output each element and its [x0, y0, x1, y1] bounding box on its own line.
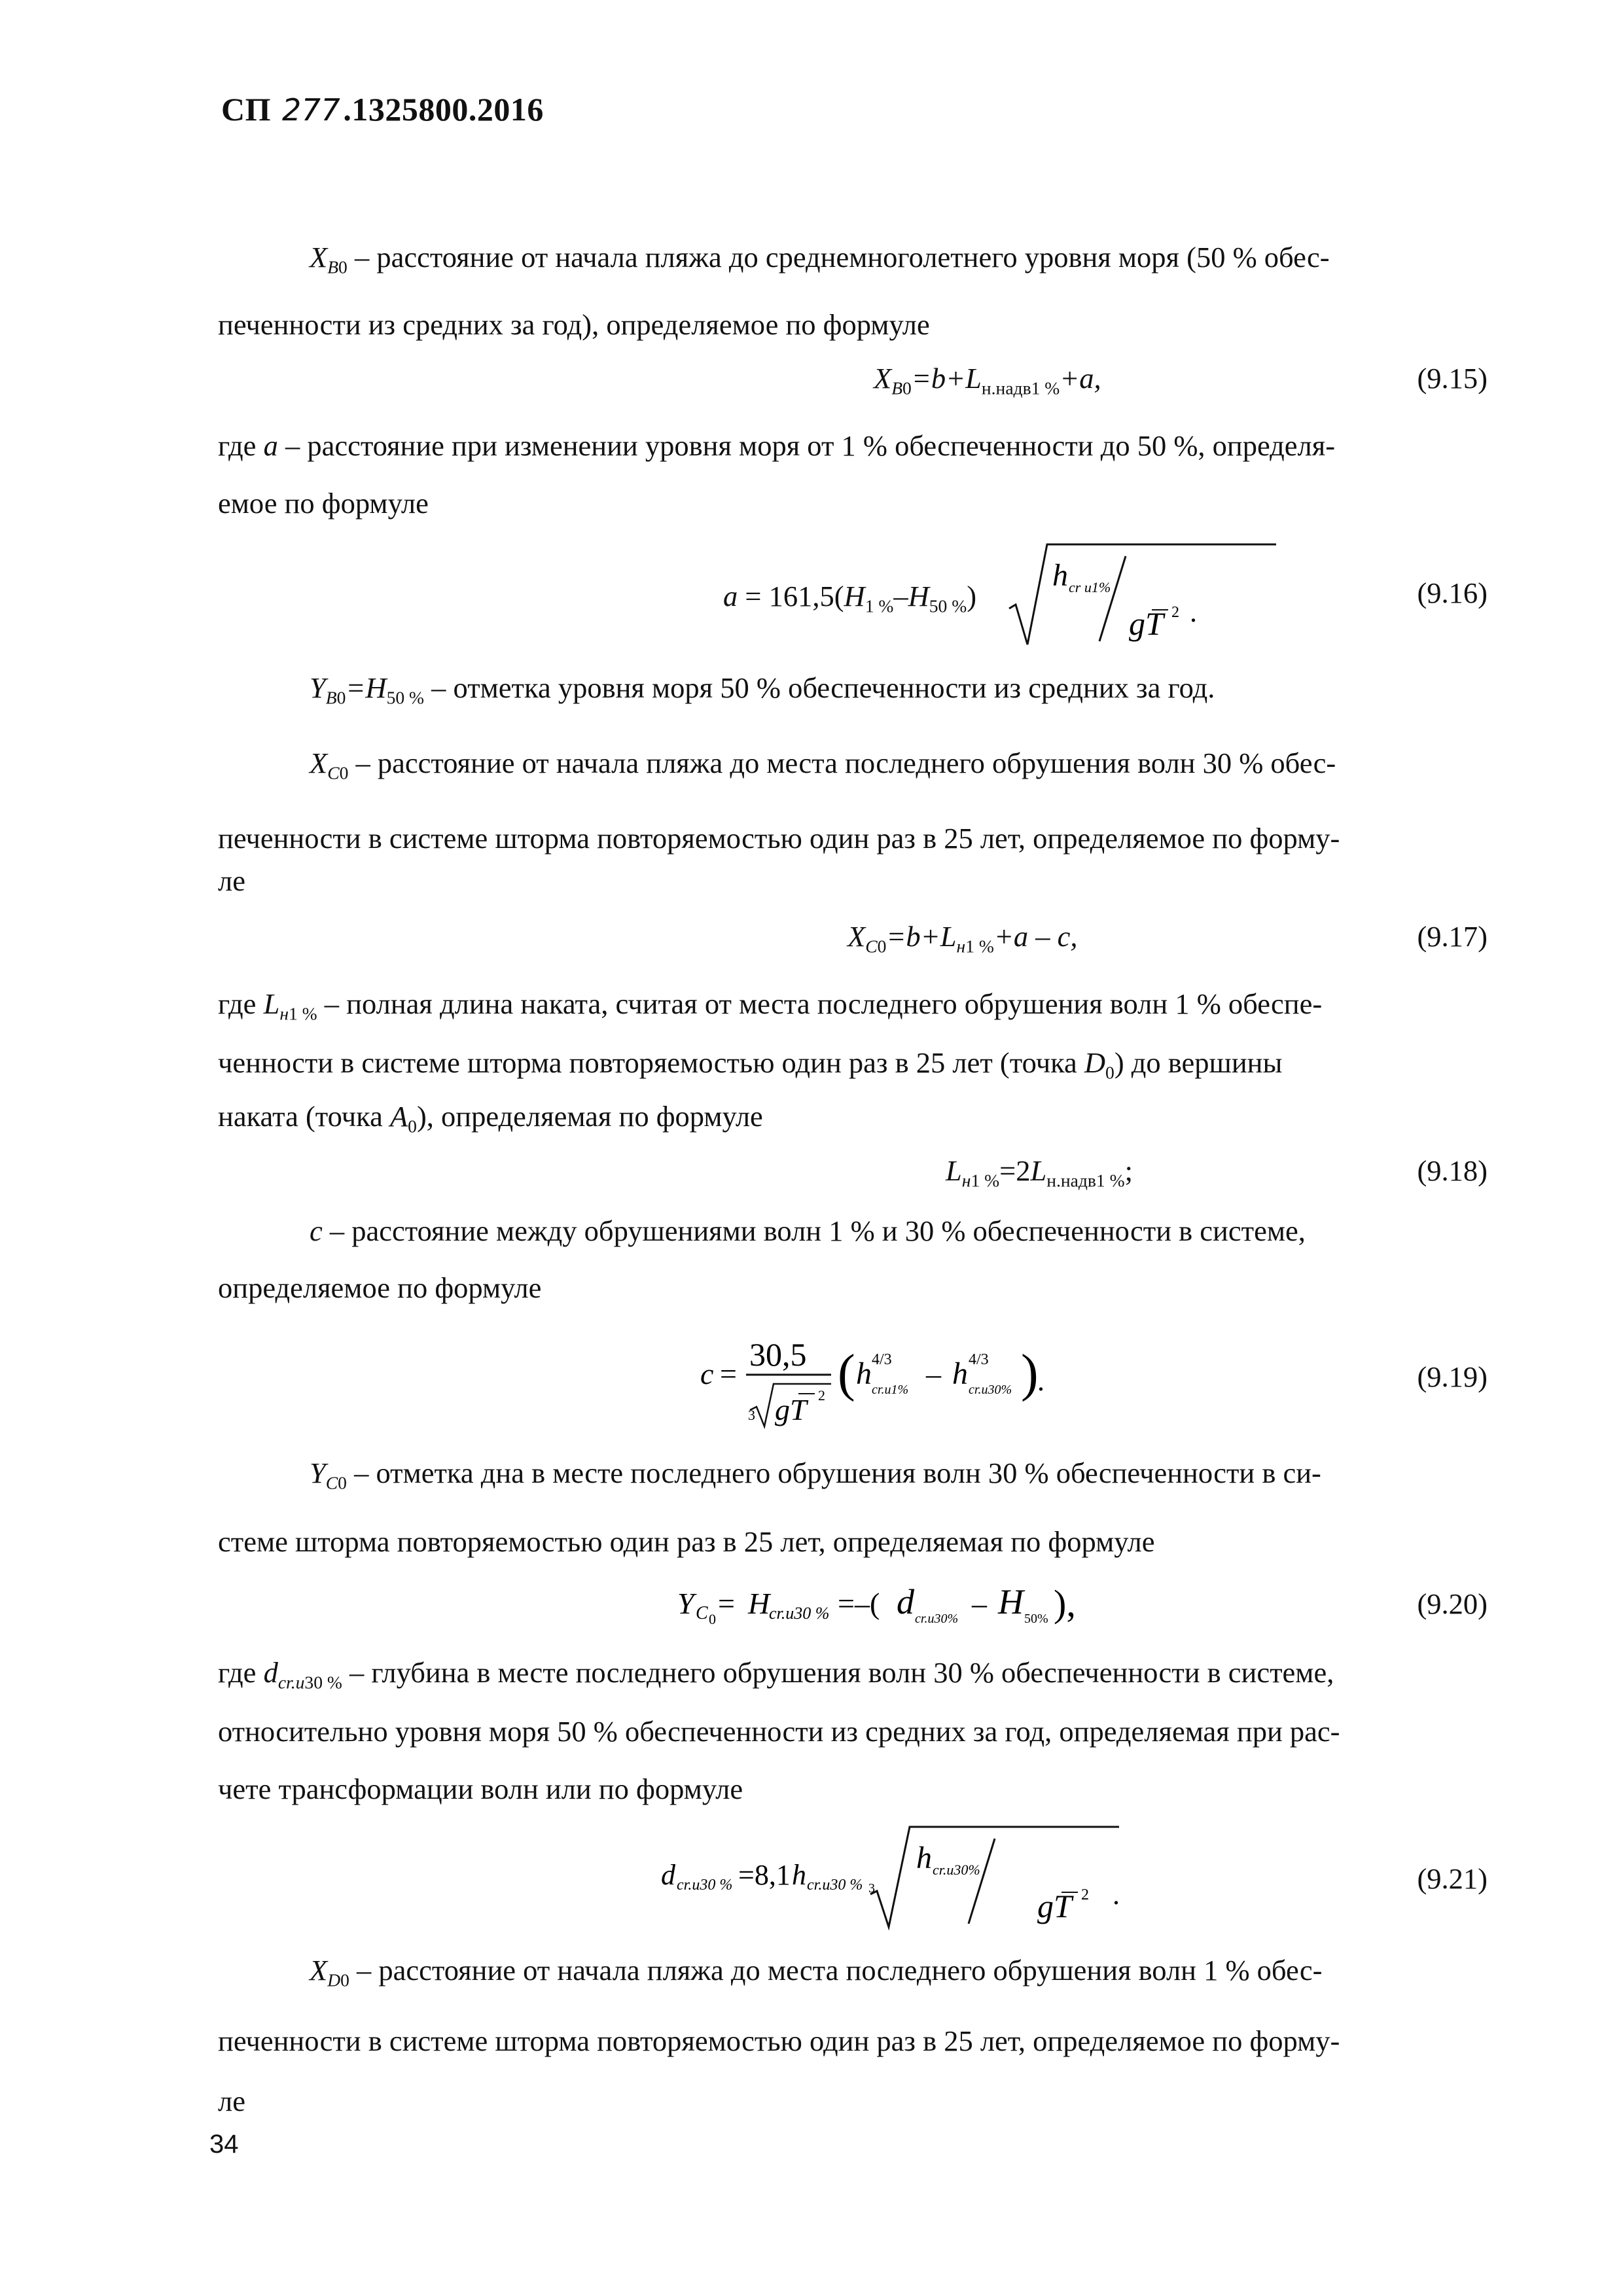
paragraph-l: где $L_{н1 \%}$ – полная длина наката, считая от места последнего обрушения волн 1 % обеспе-	[218, 987, 1323, 1024]
header-handwritten-number: 277	[282, 92, 341, 128]
svg-text:d: d	[661, 1859, 675, 1891]
svg-text:h: h	[952, 1356, 968, 1391]
paragraph-xd0-cont: печенности в системе шторма повторяемостью один раз в 25 лет, определяемое по форму-	[218, 2024, 1340, 2057]
svg-text:cr и1%: cr и1%	[1069, 579, 1111, 595]
paragraph-d-cont2: чете трансформации волн или по формуле	[218, 1773, 743, 1805]
svg-text:–: –	[926, 1357, 941, 1390]
formula-svg	[661, 1819, 1158, 1930]
paragraph-l-cont: ченности в системе шторма повторяемостью один раз в 25 лет (точка $D_0$) до вершины	[218, 1046, 1283, 1083]
svg-text:cr.и1%: cr.и1%	[872, 1383, 909, 1397]
svg-text:3: 3	[868, 1881, 875, 1896]
document-page: СП 277.1325800.2016 $X_{B0}$ – расстояние от начала пляжа до среднемноголетнего уровня моря (50 % обес- печенности из средних за год), определяемое по формуле $X_{B0}=b+L_{н.надв1 \%}+a$, (9.15) где a – расстояние при изменении уровня моря от 1 % обеспеченности до 50 %, определя- емое по формуле $a = 161,5(H_{1 \%}-H_{50 \%})$ h cr и1% gT 2 . (9.16) $Y_{B0}=H_{50 \%}$ – отметка уровня моря 50 % обеспеченности из средних за год. $X_{C0}$ – расстояние от начала пляжа до места последнего обрушения волн 30 % обес- печенности в системе шторма повторяемостью один раз в 25 лет, определяемое по форму- ле $X_{C0}=b+L_{н1 \%}+a - c$, (9.17) где $L_{н1 \%}$ – полная длина наката, считая от места последнего обрушения волн 1 % обеспе- ченности в системе шторма повторяемостью один раз в 25 лет (точка $D_0$) до вершины наката (точка $A_0$), определяемая по формуле $L_{н1 \%}=2L_{н.надв1 \%}$; (9.18) c – расстояние между обрушениями волн 1 % и 30 % обеспеченности в системе, определяемое по формуле c = 30,5 3 gT 2 ( h 4/3 cr.и1% – h 4/3 cr.и30% ) . (9.19) $Y_{C0}$ – отметка дна в месте последнего обрушения волн 30 % обеспеченности в си- стеме шторма повторяемостью один раз в 25 лет, определяемая по формуле Y C 0 = H cr.и30 % =–( d cr.и30% – H 50% ), (9.20) где $d_{cr.и30 \%}$ – глубина в месте последнего обрушения волн 30 % обеспеченности в системе, относительно уровня моря 50 % обеспеченности из средних за год, определяемая при рас- чете трансформации волн или по формуле d cr.и30 % =8,1 h cr.и30 % 3 h cr.и30% gT 2 . (9.21) $X_{D0}$ – расстояние от начала пляжа до места последнего обрушения волн 1 % обес- печенности в системе шторма повторяемостью один раз в 25 лет, определяемое по форму- ле 34	[209, 91, 1488, 2159]
equation-number: (9.19)	[1417, 1360, 1488, 1393]
svg-text:d: d	[897, 1582, 914, 1621]
paragraph-yc0: $Y_{C0}$ – отметка дна в месте последнего обрушения волн 30 % обеспеченности в си-	[310, 1457, 1321, 1493]
svg-text:4/3: 4/3	[872, 1351, 892, 1368]
svg-text:cr.и30 %: cr.и30 %	[677, 1877, 733, 1894]
paragraph-l-cont2: наката (точка $A_0$), определяемая по формуле	[218, 1100, 763, 1137]
equation-number: (9.20)	[1417, 1587, 1488, 1620]
svg-text:h: h	[856, 1356, 872, 1391]
svg-text:=8,1: =8,1	[738, 1859, 791, 1891]
paragraph-yb0: $Y_{B0}=H_{50 \%}$ – отметка уровня моря 50 % обеспеченности из средних за год.	[310, 671, 1215, 708]
svg-text:cr.и30 %: cr.и30 %	[807, 1877, 863, 1894]
svg-text:3: 3	[748, 1407, 755, 1423]
paragraph-xb0-cont: печенности из средних за год), определяемое по формуле	[218, 308, 930, 341]
paragraph-a-cont: емое по формуле	[218, 487, 429, 520]
svg-text:30,5: 30,5	[749, 1336, 807, 1373]
svg-text:Y: Y	[677, 1587, 694, 1620]
svg-text:h: h	[1052, 558, 1068, 593]
sqrt-fraction	[1008, 537, 1283, 648]
svg-text:–: –	[972, 1587, 987, 1620]
header-prefix: СП	[221, 91, 271, 128]
page-header	[221, 90, 544, 128]
svg-text:.: .	[1113, 1879, 1120, 1911]
svg-text:cr.и30%: cr.и30%	[969, 1383, 1012, 1397]
paragraph-c: c – расстояние между обрушениями волн 1 % и 30 % обеспеченности в системе,	[310, 1214, 1306, 1247]
paragraph-a: где a – расстояние при изменении уровня моря от 1 % обеспеченности до 50 %, определя-	[218, 429, 1336, 462]
formula-9-18: $L_{н1 \%}=2L_{н.надв1 \%}$;	[946, 1154, 1133, 1191]
svg-text:=–(: =–(	[838, 1587, 880, 1620]
svg-text:gT: gT	[1037, 1888, 1072, 1924]
paragraph-xb0: $X_{B0}$ – расстояние от начала пляжа до среднемноголетнего уровня моря (50 % обес-	[310, 241, 1330, 277]
equation-number: (9.15)	[1417, 362, 1488, 395]
formula-9-20	[677, 1576, 1175, 1634]
svg-text:cr.и30%: cr.и30%	[915, 1612, 959, 1626]
paragraph-xc0: $X_{C0}$ – расстояние от начала пляжа до места последнего обрушения волн 30 % обес-	[310, 747, 1336, 783]
svg-text:2: 2	[1081, 1886, 1089, 1903]
svg-text:gT: gT	[775, 1393, 807, 1426]
paragraph-xc0-cont: печенности в системе шторма повторяемостью один раз в 25 лет, определяемое по форму-	[218, 822, 1340, 855]
paragraph-d-cont: относительно уровня моря 50 % обеспеченности из средних за год, определяемая при рас-	[218, 1715, 1340, 1748]
svg-text:h: h	[916, 1841, 932, 1875]
paragraph-d: где $d_{cr.и30 \%}$ – глубина в месте последнего обрушения волн 30 % обеспеченности в системе,	[218, 1656, 1334, 1693]
header-suffix: .1325800.2016	[343, 91, 544, 128]
svg-text:): )	[1021, 1345, 1039, 1402]
svg-text:H: H	[998, 1582, 1024, 1621]
svg-text:h: h	[792, 1859, 806, 1891]
formula-9-15: $X_{B0}=b+L_{н.надв1 \%}+a$,	[874, 362, 1101, 398]
paragraph-c-cont: определяемое по формуле	[218, 1271, 542, 1304]
equation-number: (9.16)	[1417, 576, 1488, 609]
paragraph-xd0-cont2: ле	[218, 2085, 245, 2117]
svg-text:2: 2	[818, 1387, 825, 1404]
formula-9-19	[700, 1318, 1158, 1430]
svg-text:cr.и30 %: cr.и30 %	[769, 1604, 830, 1623]
svg-text:4/3: 4/3	[969, 1351, 989, 1368]
text: – расстояние от начала пляжа до среднемноголетнего уровня моря (50 % обес-	[354, 241, 1330, 274]
svg-text:50%: 50%	[1024, 1612, 1048, 1626]
svg-text:.: .	[1190, 596, 1197, 628]
svg-text:0: 0	[709, 1611, 716, 1627]
page-number: 34	[209, 2130, 239, 2159]
equation-number: (9.17)	[1417, 920, 1488, 953]
equation-number: (9.21)	[1417, 1862, 1488, 1895]
svg-text:H: H	[748, 1587, 770, 1620]
svg-text:cr.и30%: cr.и30%	[933, 1862, 980, 1878]
paragraph-yc0-cont: стеме шторма повторяемостью один раз в 25 лет, определяемая по формуле	[218, 1525, 1155, 1558]
formula-svg	[677, 1576, 1175, 1634]
svg-text:=: =	[718, 1587, 735, 1620]
svg-text:gT: gT	[1129, 605, 1164, 642]
svg-text:C: C	[696, 1603, 708, 1623]
svg-text:(: (	[838, 1345, 855, 1402]
equation-number: (9.18)	[1417, 1154, 1488, 1187]
svg-text:),: ),	[1054, 1582, 1076, 1625]
svg-text:c: c	[700, 1357, 714, 1390]
formula-9-17: $X_{C0}=b+L_{н1 \%}+a - c$,	[847, 920, 1078, 957]
paragraph-xd0: $X_{D0}$ – расстояние от начала пляжа до места последнего обрушения волн 1 % обес-	[310, 1954, 1323, 1990]
svg-text:.: .	[1037, 1365, 1044, 1397]
fraction-formula	[700, 1318, 1158, 1430]
formula-9-21	[661, 1819, 1158, 1930]
svg-text:2: 2	[1171, 604, 1179, 621]
paragraph-xc0-cont2: ле	[218, 864, 245, 897]
svg-text:=: =	[720, 1357, 737, 1390]
